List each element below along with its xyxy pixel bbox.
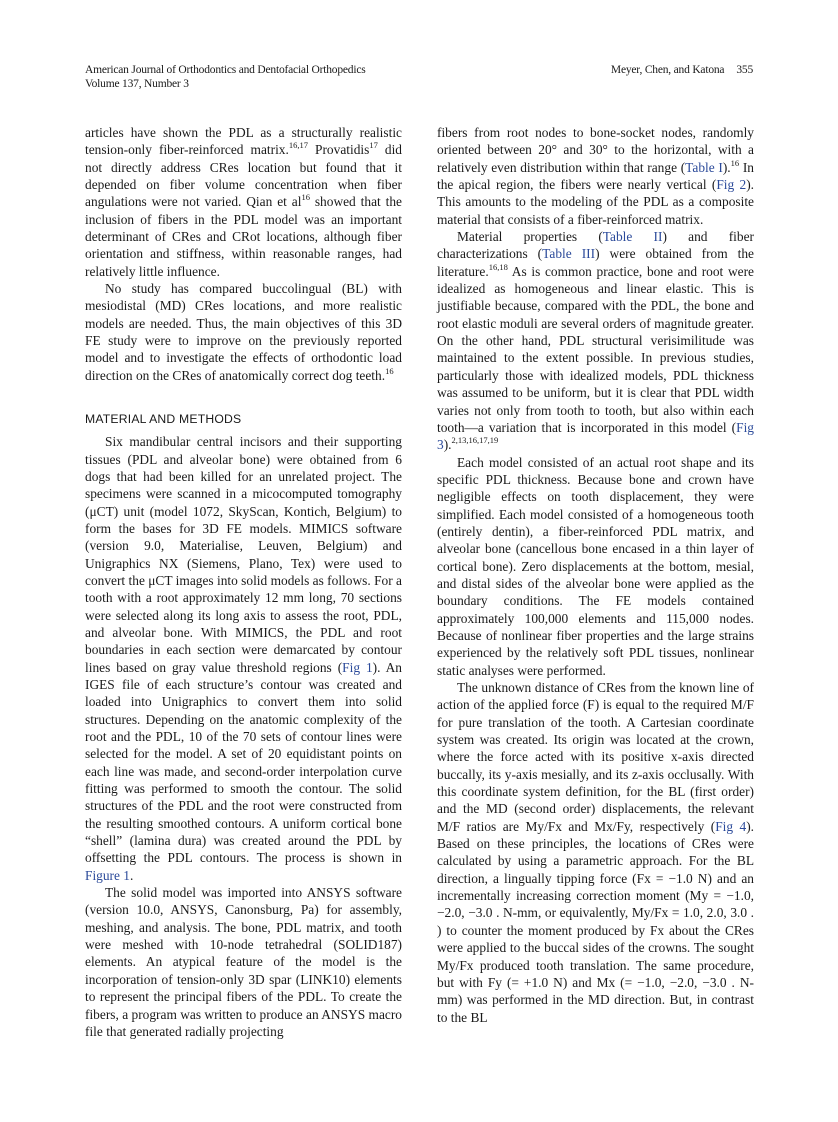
text-run: In the apical region, the fibers were nearly vertical (: [437, 159, 754, 193]
text-run: No study has compared buccolingual (BL) with mesiodistal (MD) CRes locations, and more realistic models are needed. Thus, the main objectives of this 3D FE study were to improve on the previously reported model and to investigate the effects of orthodontic load direction on the CRes of anatomically correct dog teeth.: [85, 281, 402, 383]
text-run: fibers from root nodes to bone-socket nodes, randomly oriented between 20° and 30° to the horizontal, with a relatively even distribution within that range (: [437, 125, 754, 175]
text-run: ). An IGES file of each structure’s contour was created and loaded into Unigraphics to convert them into solid structures. Depending on the anatomic complexity of the root and the PDL, 10 of the 70 sets of contour lines were selected for the model. A set of 20 equidistant points on each line was made, and second-order interpolation curve fitting was performed to smooth the contour. The solid structures of the PDL and the root were constructed from the resulting smoothed contours. A uniform cortical bone “shell” (lamina dura) was created around the PDL by offsetting the PDL contours. The process is shown in: [85, 659, 402, 866]
text-run: articles have shown the PDL as a structurally realistic tension-only fiber-reinforced matrix.: [85, 125, 402, 158]
figure-table-link[interactable]: Fig 3: [437, 419, 754, 453]
citation-superscript[interactable]: 16,17: [288, 140, 308, 151]
text-run: .: [130, 867, 134, 883]
citation-superscript[interactable]: 2,13,16,17,19: [451, 435, 499, 446]
running-header-right: [611, 63, 753, 77]
paragraph: [85, 884, 402, 1040]
figure-table-link[interactable]: Table I: [685, 159, 723, 175]
text-run: did not directly address CRes location but found that it depended on fiber volume concentration when fiber angulations were not varied. Qian et al: [85, 142, 402, 210]
figure-table-link[interactable]: Fig 4: [715, 818, 747, 834]
figure-table-link[interactable]: Table III: [542, 246, 596, 262]
journal-title: American Journal of Orthodontics and Dentofacial Orthopedics: [85, 64, 366, 76]
text-run: showed that the inclusion of fibers in the PDL model was an important determinant of CRes and CRot locations, although fiber orientation and stiffness, within reasonable ranges, had relatively little influence.: [85, 194, 402, 279]
figure-table-link[interactable]: Figure 1: [85, 867, 131, 883]
text-run: ) were obtained from the literature.: [437, 246, 754, 279]
text-run: As is common practice, bone and root were idealized as homogeneous and linear elastic. This is justifiable because, compared with the PDL, the bone and root elastic moduli are several orders of magnitude greater. On the other hand, PDL structural verisimilitude was maintained to the extent possible. In previous studies, particularly those with idealized models, PDL thickness was assumed to be uniform, but it is clear that PDL width varies not only from tooth to tooth, but also within each tooth—a variation that is incorporated in this model (: [437, 263, 754, 435]
text-run: ).: [722, 159, 731, 175]
paragraph: [85, 124, 402, 280]
text-run: ).: [443, 437, 452, 453]
figure-table-link[interactable]: Fig 1: [342, 659, 373, 675]
text-run: The unknown distance of CRes from the known line of action of the applied force (F) is equal to the required M/F for pure translation of the tooth. A Cartesian coordinate system was created. Its origin was located at the crown, where the force acted with its positive x-axis directed buccally, its y-axis mesially, and its z-axis occlusally. With this coordinate system definition, for the BL (first order) and the MD (second order) displacements, the relevant M/F ratios are My/Fx and Mx/Fy, respectively (: [437, 680, 754, 834]
page-number: 355: [736, 64, 753, 76]
paragraph: [437, 679, 754, 1026]
text-run: ). Based on these principles, the locations of CRes were calculated by using a parametric approach. For the BL direction, a lingually tipping force (Fx = −1.0 N) and an incrementally increasing correction moment (My = −1.0, −2.0, −3.0 . N-mm, or equivalently, My/Fx = 1.0, 2.0, 3.0 . ) to counter the moment produced by Fx about the CRes were applied to the buccal sides of the crowns. The sought My/Fx produced tooth translation. The same procedure, but with Fy (= +1.0 N) and Mx (= −1.0, −2.0, −3.0 . N-mm) was performed in the MD direction. But, in contrast to the BL: [437, 818, 755, 1025]
text-run: Material properties (: [457, 229, 603, 245]
right-column: [437, 124, 754, 1026]
running-header-left: [85, 63, 366, 91]
section-heading: MATERIAL AND METHODS: [85, 412, 242, 427]
citation-superscript[interactable]: 17: [369, 140, 378, 151]
paragraph: [85, 433, 402, 884]
text-run: Provatidis: [307, 142, 370, 158]
text-run: ) and fiber characterizations (: [437, 229, 754, 262]
text-run: Each model consisted of an actual root shape and its specific PDL thickness. Because bone and crown have negligible effects on tooth displacement, they were simplified. Each model consisted of a homogeneous tooth (entirely dentin), a fiber-reinforced PDL matrix, and alveolar bone (cancellous bone encased in a thin layer of cortical bone). Zero displacements at the bottom, mesial, and distal sides of the alveolar bone were applied as the boundary conditions. The FE models contained approximately 100,000 elements and 115,000 nodes. Because of nonlinear fiber properties and the large strains experienced by the relatively soft PDL tissues, nonlinear static analyses were performed.: [437, 454, 754, 678]
paragraph: [437, 228, 754, 453]
figure-table-link[interactable]: Table II: [602, 229, 663, 245]
citation-superscript[interactable]: 16: [301, 192, 310, 203]
paragraph: [85, 280, 402, 384]
left-column: [85, 124, 402, 1040]
citation-superscript[interactable]: 16,18: [488, 261, 508, 272]
paragraph: [437, 124, 754, 228]
text-run: ). This amounts to the modeling of the PDL as a composite material that consists of a fiber-reinforced matrix.: [437, 177, 754, 227]
paragraph: [437, 454, 754, 679]
text-run: The solid model was imported into ANSYS software (version 10.0, ANSYS, Canonsburg, Pa) for assembly, meshing, and analysis. The bone, PDL matrix, and tooth were meshed with 10-node tetrahedral (SOLID187) elements. An atypical feature of the model is the incorporation of tension-only 3D spar (LINK10) elements to represent the principal fibers of the PDL. To create the fibers, a program was written to produce an ANSYS macro file that generated radially projecting: [85, 885, 402, 1039]
citation-superscript[interactable]: 16: [730, 157, 740, 168]
figure-table-link[interactable]: Fig 2: [716, 177, 747, 193]
authors: Meyer, Chen, and Katona: [610, 64, 725, 76]
citation-superscript[interactable]: 16: [385, 365, 394, 376]
text-run: Six mandibular central incisors and their supporting tissues (PDL and alveolar bone) were obtained from 6 dogs that had been killed for an unrelated project. The specimens were scanned in a micocomputed tomography (μCT) unit (model 1072, SkyScan, Kontich, Belgium) to form the bases for 3D FE models. MIMICS software (version 9.0, Materialise, Leuven, Belgium) and Unigraphics NX (Siemens, Plano, Tex) were used to convert the μCT images into solid models as follows. For a tooth with a root approximately 12 mm long, 70 sections were selected along its long axis to assess the root, PDL, and alveolar bone. With MIMICS, the PDL and root boundaries in each section were demarcated by contour lines based on gray value threshold regions (: [85, 434, 402, 675]
journal-volume: Volume 137, Number 3: [85, 78, 189, 90]
